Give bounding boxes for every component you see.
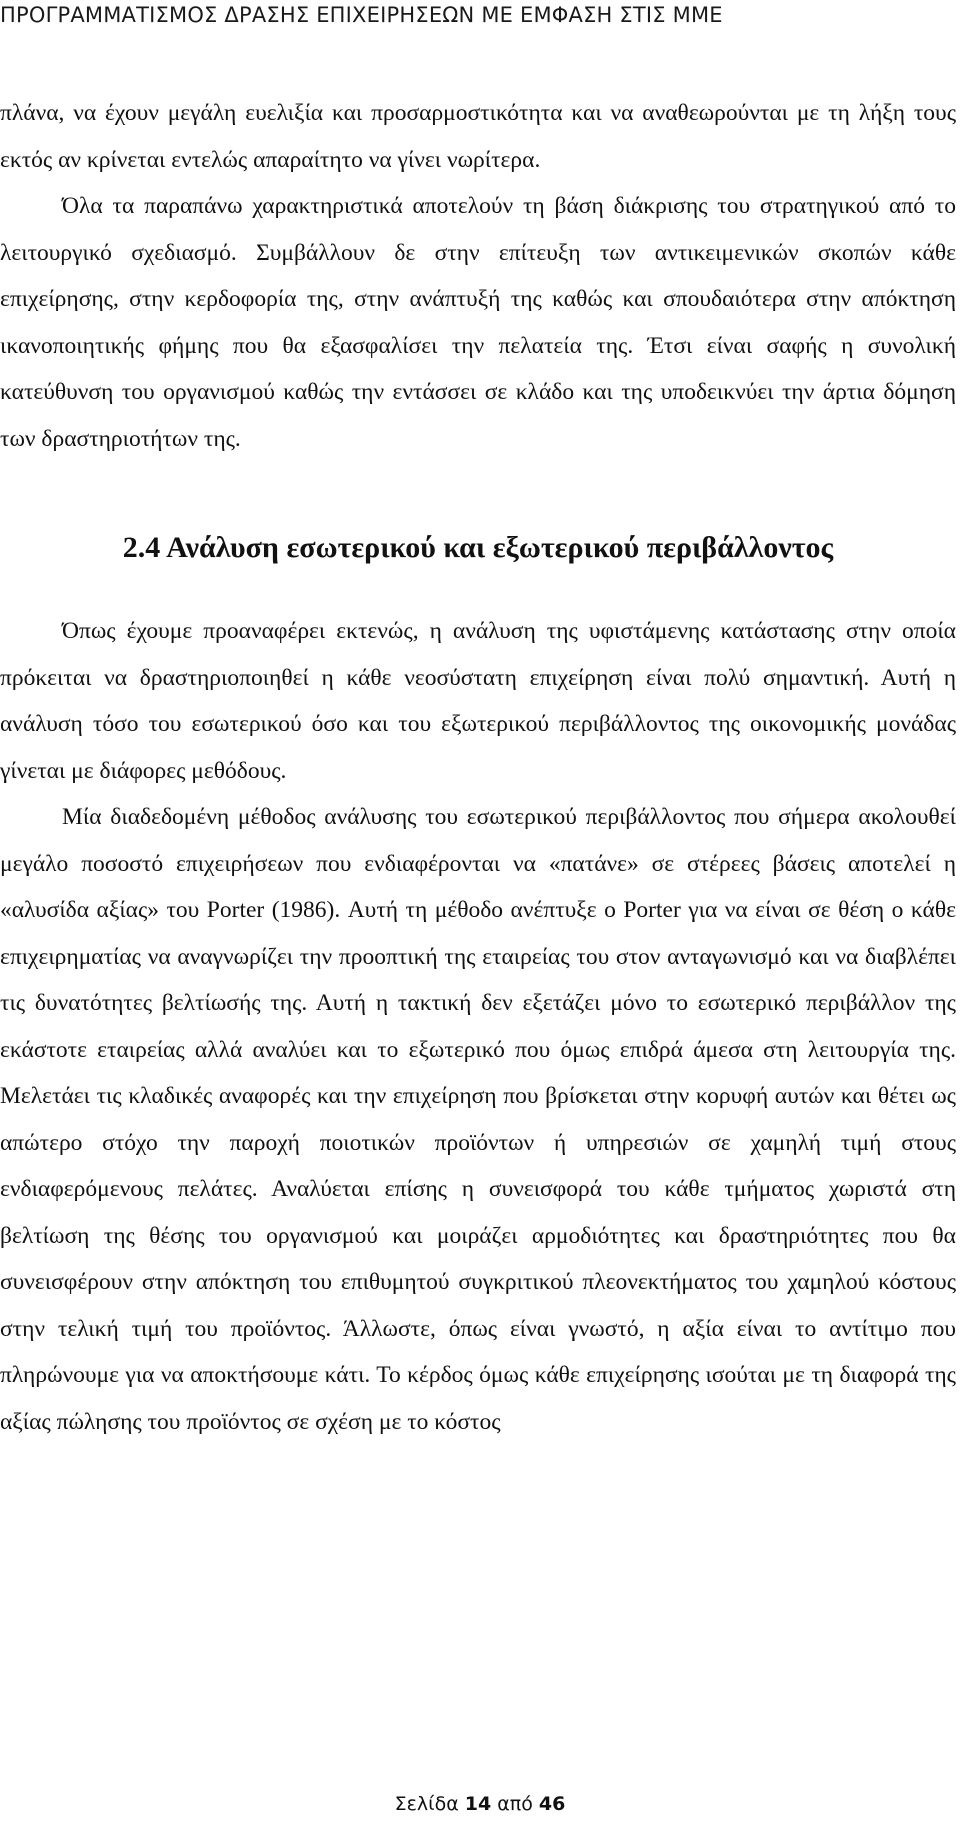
paragraph: Όπως έχουμε προαναφέρει εκτενώς, η ανάλυση της υφιστάμενης κατάστασης στην οποία πρόκειται να δραστηριοποιηθεί η κάθε νεοσύστατη επιχείρηση είναι πολύ σημαντική. Αυτή η ανάλυση τόσο του εσωτερικού όσο και του εξωτερικού περιβάλλοντος της οικονομικής μονάδας γίνεται με διάφορες μεθόδους. (0, 618, 956, 784)
paragraph: Μία διαδεδομένη μέθοδος ανάλυσης του εσωτερικού περιβάλλοντος που σήμερα ακολουθεί μεγάλο ποσοστό επιχειρήσεων που ενδιαφέρονται να «πατάνε» σε στέρεες βάσεις αποτελεί η «αλυσίδα αξίας» του Porter (1986). Αυτή τη μέθοδο ανέπτυξε ο Porter για να είναι σε θέση ο κάθε επιχειρηματίας να αναγνωρίζει την προοπτική της εταιρείας του στον ανταγωνισμό και να διαβλέπει τις δυνατότητες βελτίωσής της. Αυτή η τακτική δεν εξετάζει μόνο το εσωτερικό περιβάλλον της εκάστοτε εταιρείας αλλά αναλύει και το εξωτερικό που όμως επιδρά άμεσα στη λειτουργία της. Μελετάει τις κλαδικές αναφορές και την επιχείρηση που βρίσκεται στην κορυφή αυτών και θέτει ως απώτερο στόχο την παροχή ποιοτικών προϊόντων ή υπηρεσιών σε χαμηλή τιμή στους ενδιαφερόμενους πελάτες. Αναλύεται επίσης η συνεισφορά του κάθε τμήματος χωριστά στη βελτίωση της θέσης του οργανισμού και μοιράζει αρμοδιότητες και δραστηριότητες που θα συνεισφέρουν στην απόκτηση του επιθυμητού συγκριτικού πλεονεκτήματος του χαμηλού κόστους στην τελική τιμή του προϊόντος. Άλλωστε, όπως είναι γνωστό, η αξία είναι το αντίτιμο που πληρώνουμε για να αποκτήσουμε κάτι. Το κέρδος όμως κάθε επιχείρησης ισούται με τη διαφορά της αξίας πώλησης του προϊόντος σε σχέση με το κόστος (0, 804, 956, 1435)
running-header: ΠΡΟΓΡΑΜΜΑΤΙΣΜΟΣ ΔΡΑΣΗΣ ΕΠΙΧΕΙΡΗΣΕΩΝ ΜΕ ΕΜΦΑΣΗ ΣΤΙΣ ΜΜΕ (0, 3, 723, 27)
paragraph-continuation: πλάνα, να έχουν μεγάλη ευελιξία και προσαρμοστικότητα και να αναθεωρούνται με τη λήξη τους εκτός αν κρίνεται εντελώς απαραίτητο να γίνει νωρίτερα. (0, 100, 956, 173)
page-separator: από (497, 1793, 533, 1815)
paragraph: Όλα τα παραπάνω χαρακτηριστικά αποτελούν τη βάση διάκρισης του στρατηγικού από το λειτουργικό σχεδιασμό. Συμβάλλουν δε στην επίτευξη των αντικειμενικών σκοπών κάθε επιχείρησης, στην κερδοφορία της, στην ανάπτυξή της καθώς και σπουδαιότερα στην απόκτηση ικανοποιητικής φήμης που θα εξασφαλίσει την πελατεία της. Έτσι είναι σαφής η συνολική κατεύθυνση του οργανισμού καθώς την εντάσσει σε κλάδο και της υποδεικνύει την άρτια δόμηση των δραστηριοτήτων της. (0, 193, 956, 452)
section-heading: 2.4 Ανάλυση εσωτερικού και εξωτερικού περιβάλλοντος (122, 531, 834, 564)
page-body (0, 90, 956, 1445)
page-footer (0, 1790, 960, 1818)
page-label: Σελίδα (394, 1793, 459, 1815)
page-total: 46 (538, 1793, 566, 1815)
page-number: 14 (464, 1793, 492, 1815)
